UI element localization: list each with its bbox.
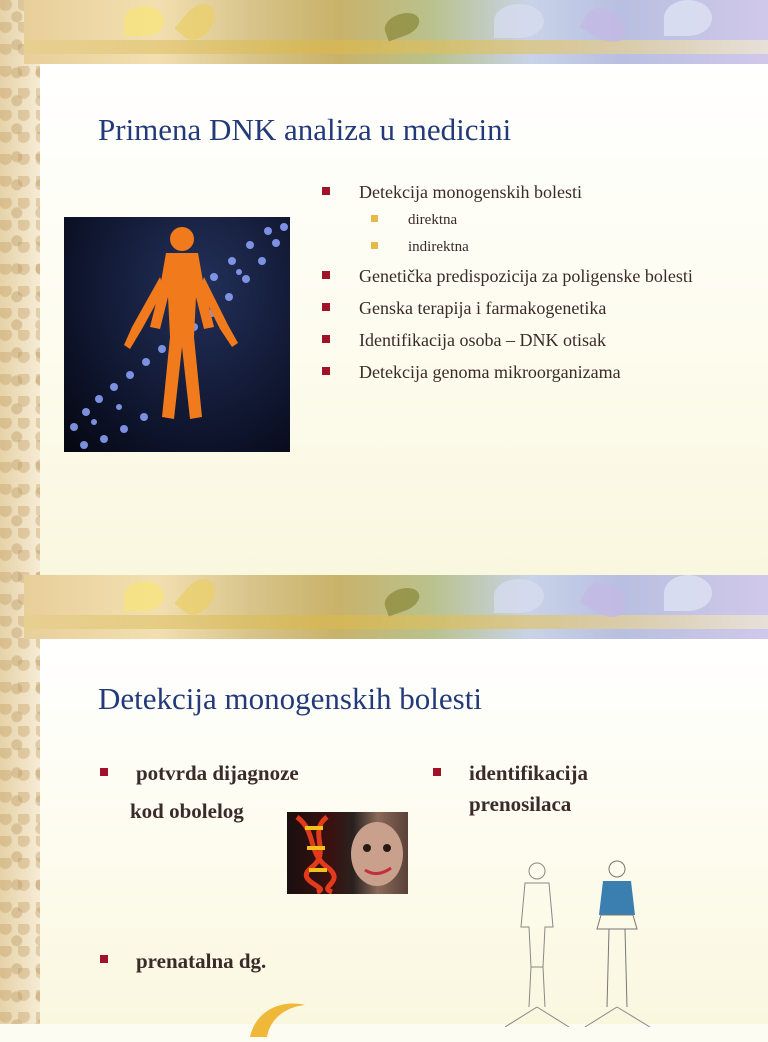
bullet-item: Detekcija monogenskih bolesti bbox=[320, 180, 740, 204]
bullet-text-continued: prenosilaca bbox=[469, 792, 572, 816]
sub-bullet-item: indirektna bbox=[320, 237, 740, 257]
slide-2 bbox=[0, 575, 768, 1024]
dna-human-figure-image bbox=[64, 217, 290, 452]
slide-title: Detekcija monogenskih bolesti bbox=[98, 681, 482, 716]
bullet-text: prenatalna dg. bbox=[136, 949, 267, 973]
floral-banner bbox=[24, 575, 768, 639]
bullet-item: Genetička predispozicija za poligenske bolesti bbox=[320, 264, 740, 288]
carrier-figures-sketch bbox=[505, 857, 655, 1027]
bullet-marker bbox=[100, 768, 108, 776]
slide-title: Primena DNK analiza u medicini bbox=[98, 112, 512, 147]
dna-child-photo bbox=[287, 812, 408, 894]
bullet-item: Genska terapija i farmakogenetika bbox=[320, 296, 740, 320]
bullet-item: Identifikacija osoba – DNK otisak bbox=[320, 328, 740, 352]
bullet-marker bbox=[433, 768, 441, 776]
bullet-text: identifikacija bbox=[469, 761, 588, 785]
bullet-text-continued: kod obolelog bbox=[130, 799, 244, 823]
bullet-item: Detekcija genoma mikroorganizama bbox=[320, 360, 740, 384]
floral-banner bbox=[24, 0, 768, 64]
sub-bullet-item: direktna bbox=[320, 210, 740, 230]
bullet-text: potvrda dijagnoze bbox=[136, 761, 299, 785]
bullet-list bbox=[320, 180, 740, 392]
bullet-marker bbox=[100, 955, 108, 963]
crescent-moon-image bbox=[245, 997, 315, 1037]
